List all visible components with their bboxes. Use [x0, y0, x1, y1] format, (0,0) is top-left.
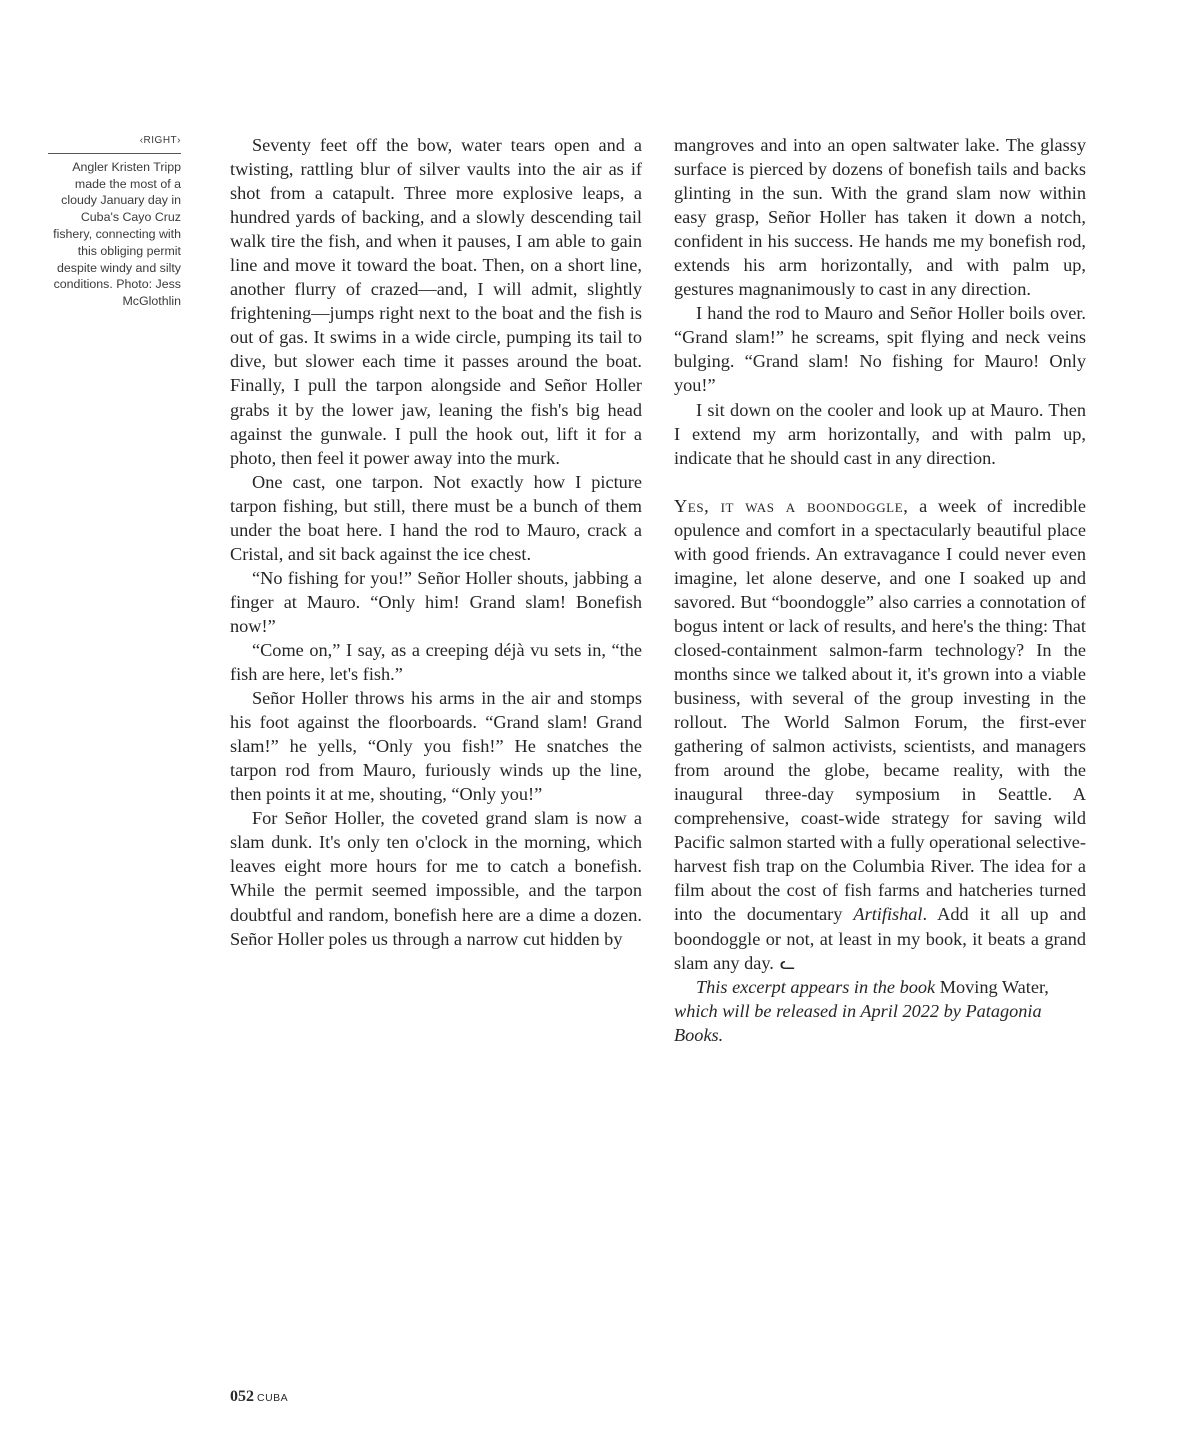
article-column-1 — [230, 133, 642, 951]
caption-direction-tag — [48, 133, 181, 154]
section-paragraph — [674, 494, 1086, 975]
credit-text: This excerpt appears in the book — [696, 976, 940, 997]
right-arrow-icon: › — [177, 135, 181, 146]
paragraph: For Señor Holler, the coveted grand slam is now a slam dunk. It's only ten o'clock in the morning, which leaves eight more hours for me to catch a bonefish. While the permit seemed impossible, and the tarpon doubtful and random, bonefish here are a dime a dozen. Señor Holler poles us through a narrow cut hidden by — [230, 808, 642, 949]
section-name: CUBA — [257, 1392, 289, 1404]
paragraph: mangroves and into an open saltwater lake. The glassy surface is pierced by dozens of bonefish tails and backs glinting in the sun. With the grand slam now within easy grasp, Señor Holler has taken it down a notch, confident in his success. He hands me my bonefish rod, extends his arm horizontally, and with palm up, gestures magnanimously to cast in any direction. — [674, 135, 1086, 300]
paragraph-text: . Add it all up and boondoggle or not, at least in my book, it beats a grand slam any day. — [674, 904, 1086, 973]
page-folio — [230, 1388, 288, 1406]
film-title: Artifishal — [853, 904, 923, 925]
photo-caption — [48, 133, 181, 310]
credit-text: which will be released in April 2022 by Patagonia Books. — [674, 1000, 1042, 1045]
paragraph-text: a week of incredible opulence and comfort in a spectacularly beautiful place with good friends. An extravagance I could never even imagine, let alone deserve, and one I soaked up and savored. But “boondoggle” also carries a connotation of bogus intent or lack of results, and here's the thing: That closed-containment salmon-farm technology? In the months since we talked about it, it's grown into a viable business, with several of the group investing in the rollout. The World Salmon Forum, the first-ever gathering of salmon activists, scientists, and managers from around the globe, became reality, with the inaugural three-day symposium in Seattle. A comprehensive, coast-wide strategy for saving wild Pacific salmon started with a fully operational selective-harvest fish trap on the Columbia River. The idea for a film about the cost of fish farms and hatcheries turned into the documentary — [674, 495, 1086, 925]
paragraph: I sit down on the cooler and look up at Mauro. Then I extend my arm horizontally, and with palm up, indicate that he should cast in any direction. — [674, 399, 1086, 468]
paragraph: Seventy feet off the bow, water tears open and a twisting, rattling blur of silver vaults into the air as if shot from a catapult. Three more explosive leaps, a hundred yards of backing, and a slowly descending tail walk tire the fish, and when it pauses, I am able to gain line and move it toward the boat. Then, on a short line, another flurry of crazed—and, I will admit, slightly frightening—jumps right next to the boat and the fish is out of gas. It swims in a wide circle, pumping its tail to dive, but slower each time it passes around the boat. Finally, I pull the tarpon alongside and Señor Holler grabs it by the lower jaw, leaning the fish's big head against the gunwale. I pull the hook out, lift it for a photo, then feel it power away into the murk. — [230, 135, 642, 468]
end-mark-icon: ᓚ — [779, 952, 796, 973]
caption-direction-label: RIGHT — [143, 135, 178, 146]
paragraph: “No fishing for you!” Señor Holler shouts, jabbing a finger at Mauro. “Only him! Grand slam! Bonefish now!” — [230, 567, 642, 636]
paragraph: One cast, one tarpon. Not exactly how I picture tarpon fishing, but still, there must be a bunch of them under the boat here. I hand the rod to Mauro, crack a Cristal, and sit back against the ice chest. — [230, 471, 642, 564]
article-column-2 — [674, 133, 1086, 1047]
page-number: 052 — [230, 1388, 254, 1405]
paragraph: “Come on,” I say, as a creeping déjà vu sets in, “the fish are here, let's fish.” — [230, 639, 642, 685]
book-title: Moving Water, — [939, 976, 1049, 997]
paragraph: I hand the rod to Mauro and Señor Holler boils over. “Grand slam!” he screams, spit flying and neck veins bulging. “Grand slam! No fishing for Mauro! Only you!” — [674, 303, 1086, 396]
paragraph: Señor Holler throws his arms in the air and stomps his foot against the floorboards. “Grand slam! Grand slam!” he yells, “Only you fish!” He snatches the tarpon rod from Mauro, furiously winds up the line, then points it at me, shouting, “Only you!” — [230, 688, 642, 805]
excerpt-credit — [674, 975, 1086, 1047]
left-arrow-icon: ‹ — [139, 135, 144, 146]
section-lead-in: Yes, it was a boondoggle, — [674, 495, 909, 516]
caption-text: Angler Kristen Tripp made the most of a cloudy January day in Cuba's Cayo Cruz fishery, connecting with this obliging permit despite windy and silty conditions. Photo: Jess McGlothlin — [53, 159, 181, 309]
